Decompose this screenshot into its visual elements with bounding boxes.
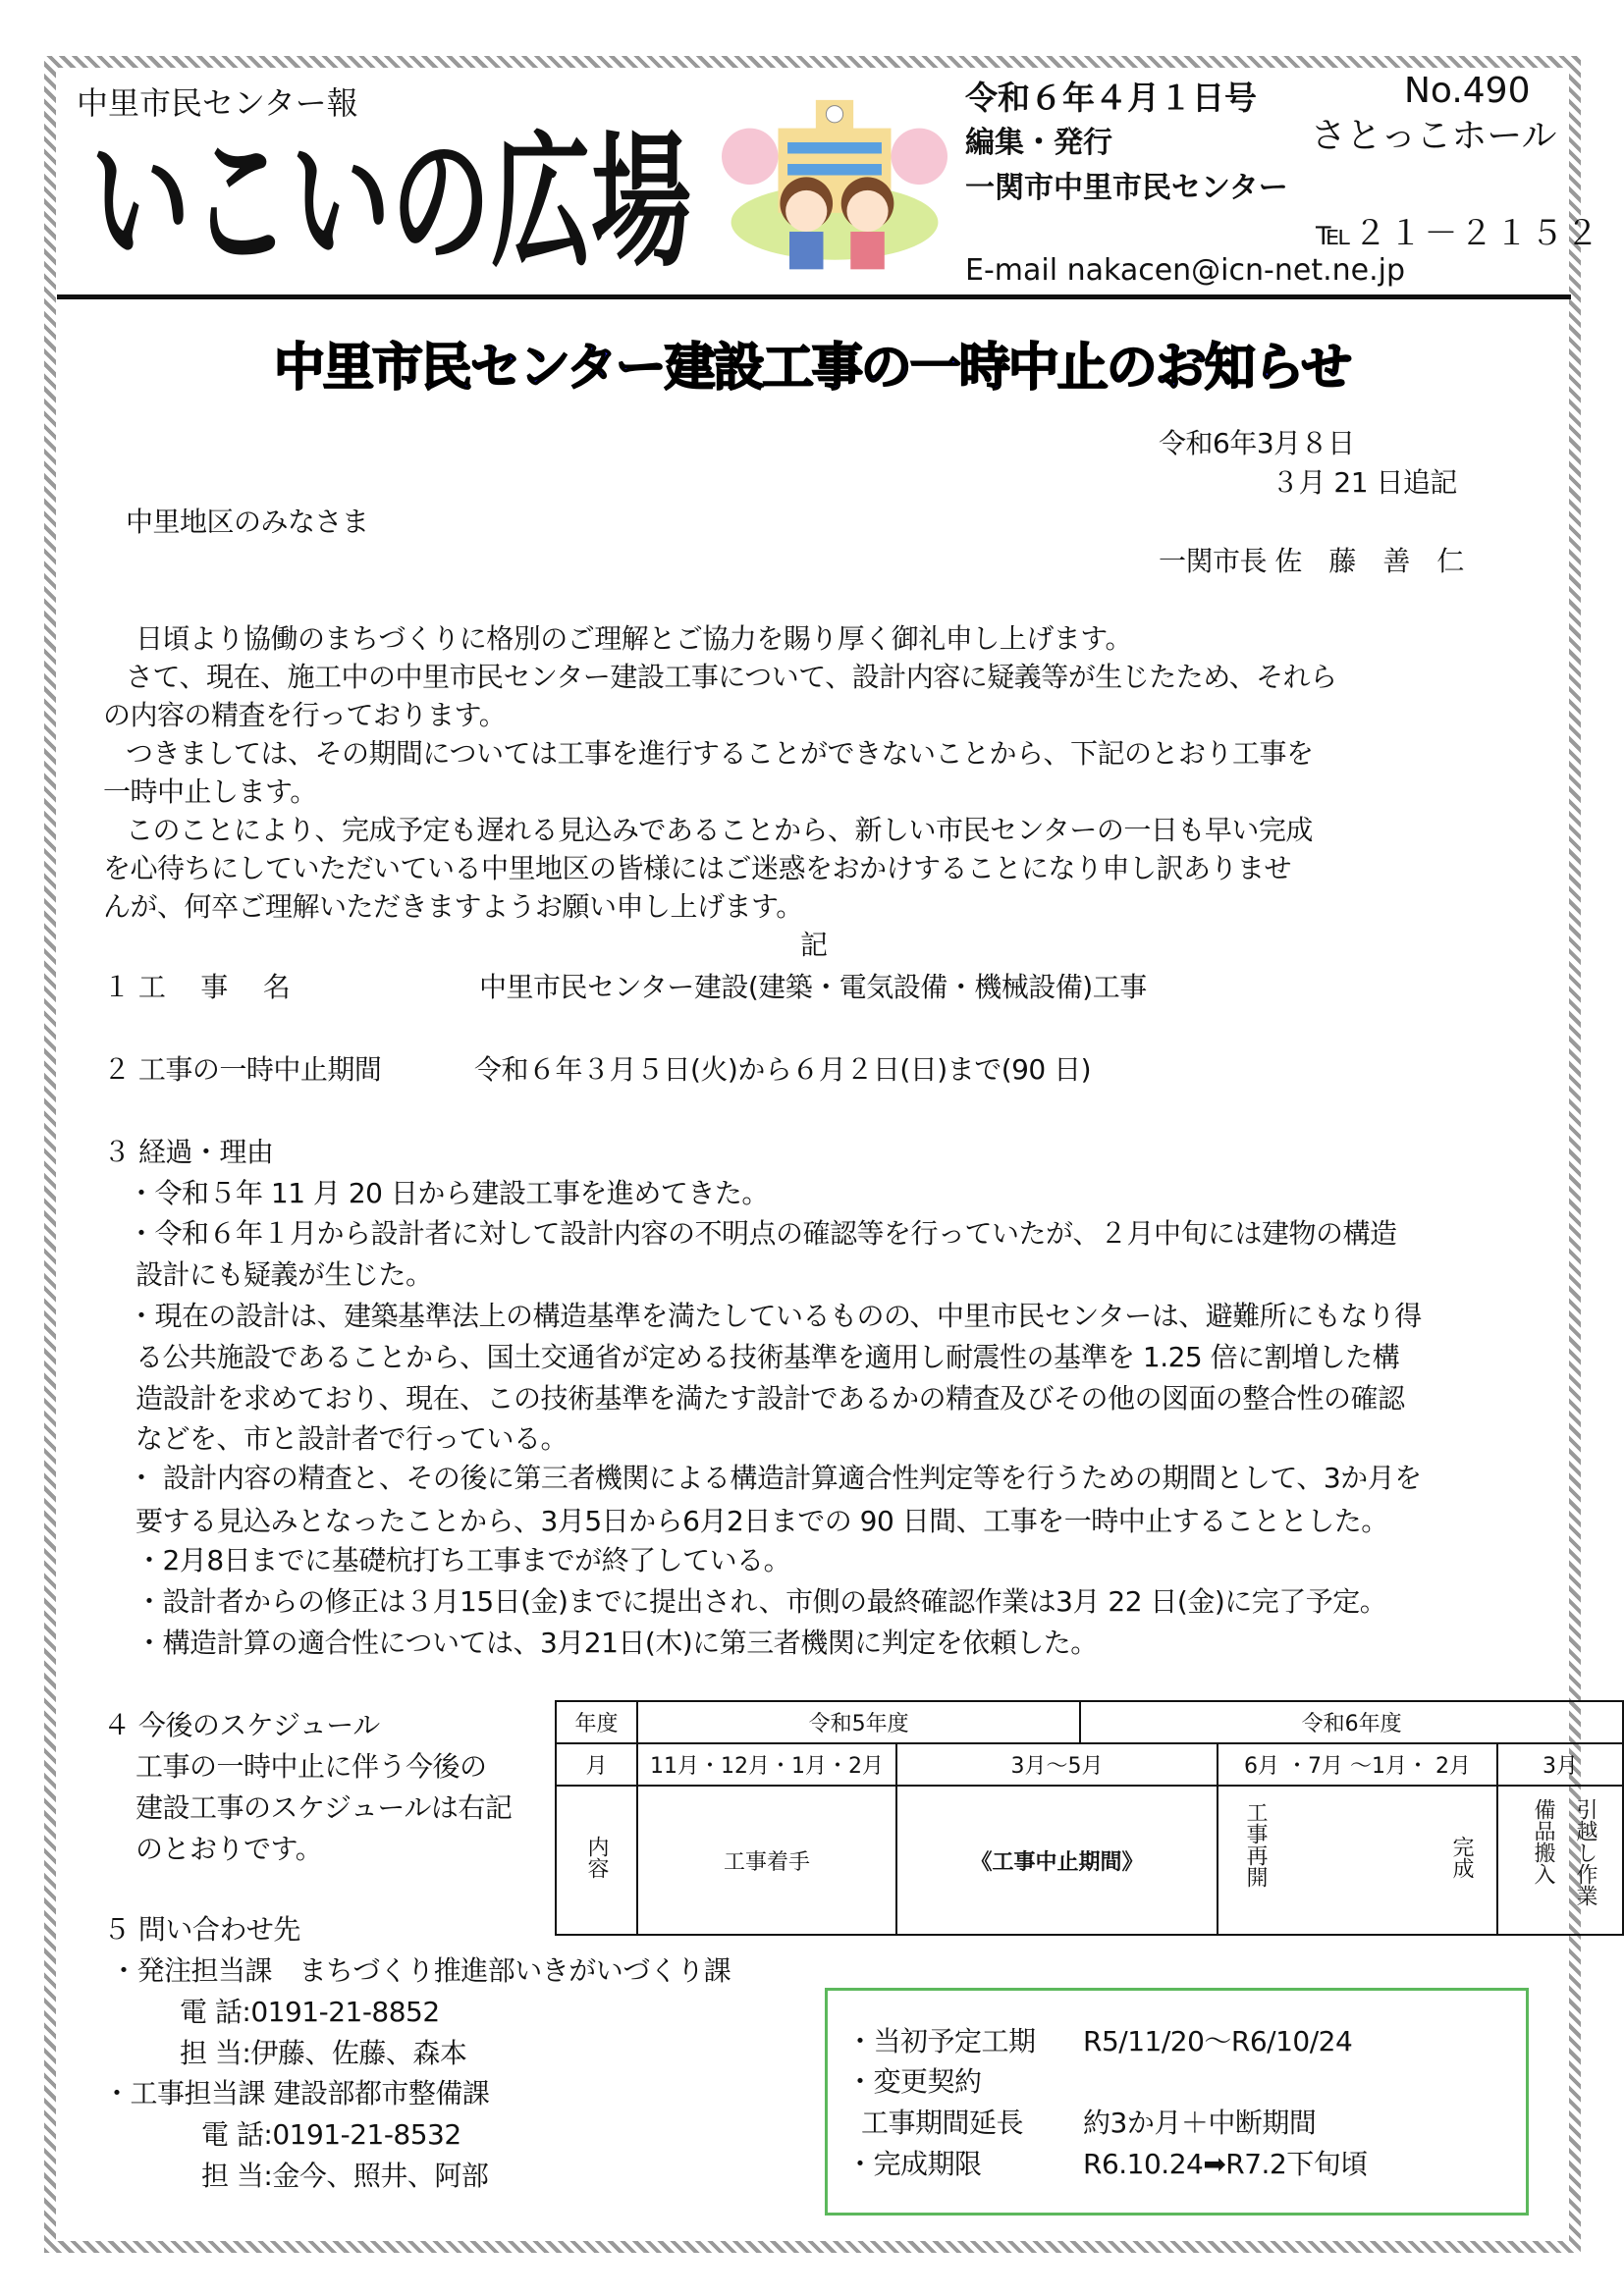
content-1: 工事着手 [637, 1786, 896, 1935]
summary-label: ・変更契約 [846, 2065, 982, 2098]
headline: 中里市民センター建設工事の一時中止のお知らせ [273, 339, 1351, 398]
item3-line: 造設計を求めており、現在、この技術基準を満たす設計であるかの精査及びその他の図面の整合性の確認 [135, 1382, 1405, 1415]
ki-mark: 記 [800, 929, 828, 961]
month-1: 11月・12月・1月・2月 [637, 1743, 896, 1786]
item4-line: 建設工事のスケジュールは右記 [135, 1791, 513, 1824]
publisher: 中里市民センター報 [77, 84, 358, 122]
item4-line: のとおりです。 [135, 1833, 323, 1865]
body-line: 日頃より協働のまちづくりに格別のご理解とご協力を賜り厚く御礼申し上げます。 [135, 622, 1132, 655]
item3-line: ・2月8日までに基礎杭打ち工事までが終了している。 [135, 1544, 791, 1576]
summary-value: 約3か月＋中断期間 [1083, 2107, 1317, 2139]
contact-line: 電 話:0191-21-8852 [180, 1996, 440, 2028]
contact-line: 担 当:金今、照井、阿部 [201, 2160, 489, 2192]
item3-line: ・現在の設計は、建築基準法上の構造基準を満たしているものの、中里市民センターは、避難所にもなり得 [128, 1300, 1422, 1332]
item4-label: ４ 今後のスケジュール [103, 1709, 380, 1741]
content-4a: 備品搬入 [1531, 1798, 1555, 1885]
year-r6: 令和6年度 [1080, 1701, 1623, 1743]
month-2: 3月～5月 [896, 1743, 1218, 1786]
body-line: このことにより、完成予定も遅れる見込みであることから、新しい市民センターの一日も早い完成 [126, 814, 1313, 846]
letter-recipient: 中里地区のみなさま [126, 506, 369, 538]
email: E-mail nakacen@icn-net.ne.jp [965, 253, 1406, 288]
item3-line: る公共施設であることから、国土交通省が定める技術基準を適用し耐震性の基準を 1.25 倍に割増した構 [135, 1341, 1400, 1373]
contact-line: ・発注担当課 まちづくり推進部いきがいづくり課 [110, 1954, 731, 1987]
contact-line: ・工事担当課 建設部都市整備課 [103, 2077, 490, 2109]
summary-value: R6.10.24➡R7.2下旬頃 [1083, 2148, 1368, 2180]
newsletter-title: いこいの広場 [90, 118, 691, 289]
editor: 一関市中里市民センター [965, 171, 1288, 205]
telephone: ℡２１－２１５２ [1316, 214, 1601, 253]
schedule-table [555, 1700, 1624, 1936]
letter-date: 令和6年3月８日 [1159, 427, 1355, 459]
item1-value: 中里市民センター建設(建築・電気設備・機械設備)工事 [479, 971, 1147, 1003]
body-line: を心待ちにしていただいている中里地区の皆様にはご迷惑をおかけすることになり申し訳ありませ [103, 852, 1292, 884]
body-line: んが、何卒ご理解いただきますようお願い申し上げます。 [103, 890, 803, 923]
summary-label: ・完成期限 [846, 2148, 982, 2180]
content-3a: 工事再開 [1243, 1801, 1268, 1888]
issue-number: No.490 [1404, 71, 1531, 111]
letter-added-date: ３月 21 日追記 [1272, 466, 1457, 499]
item3-line: などを、市と設計者で行っている。 [135, 1422, 568, 1455]
item3-line: ・令和６年１月から設計者に対して設計内容の不明点の確認等を行っていたが、２月中旬には建物の構造 [128, 1217, 1397, 1250]
summary-label: 工事期間延長 [861, 2107, 1024, 2139]
item5-label: ５ 問い合わせ先 [103, 1913, 300, 1946]
edit-label: 編集・発行 [965, 126, 1112, 160]
content-2: 《工事中止期間》 [896, 1786, 1218, 1935]
header-year: 年度 [556, 1701, 637, 1743]
item2-value: 令和６年３月５日(火)から６月２日(日)まで(90 日) [474, 1053, 1092, 1086]
item1-label: １ 工 事 名 [103, 971, 291, 1003]
item3-line: ・令和５年 11 月 20 日から建設工事を進めてきた。 [128, 1177, 769, 1209]
contact-line: 担 当:伊藤、佐藤、森本 [180, 2037, 467, 2069]
item3-line: 設計にも疑義が生じた。 [135, 1258, 433, 1291]
content-4b: 引越し作業 [1573, 1798, 1597, 1906]
item3-line: 要する見込みとなったことから、3月5日から6月2日までの 90 日間、工事を一時中止することとした。 [135, 1505, 1388, 1537]
item3-line: ・ 設計内容の精査と、その後に第三者機関による構造計算適合性判定等を行うための期間として、3か月を [128, 1462, 1422, 1494]
contact-line: 電 話:0191-21-8532 [201, 2118, 461, 2151]
hall-name: さとっこホール [1311, 116, 1557, 156]
body-line: 一時中止します。 [103, 775, 317, 808]
item3-line: ・設計者からの修正は３月15日(金)までに提出され、市側の最終確認作業は3月 22 日(金)に完了予定。 [135, 1585, 1387, 1618]
month-4: 3月 [1497, 1743, 1623, 1786]
body-line: さて、現在、施工中の中里市民センター建設工事について、設計内容に疑義等が生じたため、それら [126, 661, 1337, 693]
year-r5: 令和5年度 [637, 1701, 1080, 1743]
header-divider [57, 294, 1571, 299]
item4-line: 工事の一時中止に伴う今後の [135, 1750, 487, 1783]
summary-label: ・当初予定工期 [846, 2025, 1036, 2057]
body-line: の内容の精査を行っております。 [103, 699, 507, 731]
item2-label: ２ 工事の一時中止期間 [103, 1053, 382, 1086]
header-content: 内容 [584, 1836, 609, 1879]
item3-label: ３ 経過・理由 [103, 1136, 274, 1168]
month-3: 6月 ・7月 ～1月・ 2月 [1218, 1743, 1497, 1786]
body-line: つきましては、その期間については工事を進行することができないことから、下記のとおり工事を [126, 737, 1314, 770]
school-children-illustration [722, 86, 947, 288]
issue-date: 令和６年４月１日号 [965, 79, 1257, 117]
summary-value: R5/11/20～R6/10/24 [1083, 2025, 1353, 2057]
item3-line: ・構造計算の適合性については、3月21日(木)に第三者機関に判定を依頼した。 [135, 1627, 1098, 1659]
header-month: 月 [556, 1743, 637, 1786]
letter-sender: 一関市長 佐 藤 善 仁 [1159, 545, 1464, 577]
content-3b: 完成 [1449, 1836, 1474, 1879]
